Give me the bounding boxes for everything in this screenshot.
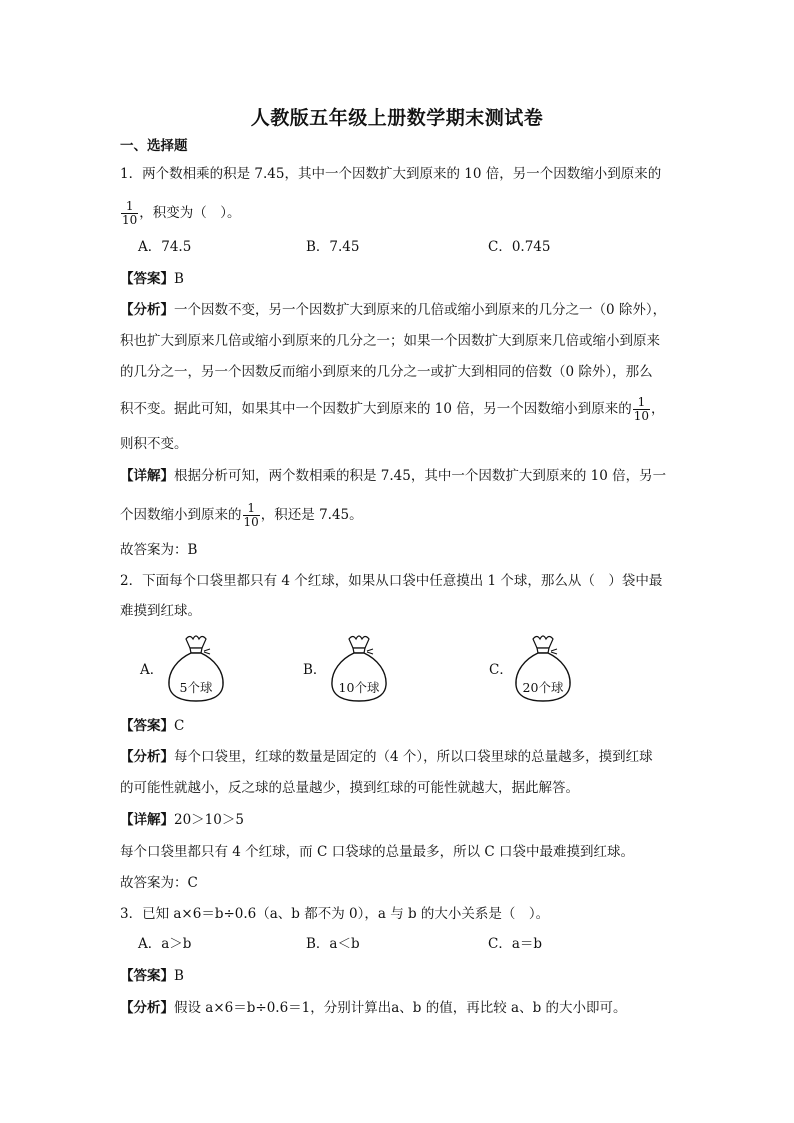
q2-answer	[120, 716, 184, 736]
answer-label: 【答案】	[120, 718, 174, 734]
q1-option-b: B．7.45	[306, 239, 360, 255]
q2-option-b-letter: B．	[303, 662, 327, 678]
detail-text: ，积还是 7.45。	[260, 507, 363, 523]
answer-label: 【答案】	[120, 271, 174, 287]
answer-value: B	[174, 271, 184, 287]
detail-text: 根据分析可知，两个数相乘的积是 7.45，其中一个因数扩大到原来的 10 倍，另一	[174, 468, 667, 484]
fraction-numerator: 1	[633, 396, 650, 410]
q1-analysis-line3: 的几分之一，另一个因数反而缩小到原来的几分之一或扩大到相同的倍数（0 除外），那么	[120, 364, 653, 380]
detail-label: 【详解】	[120, 812, 174, 828]
q3-option-c: C．a＝b	[488, 936, 543, 952]
q1-stem-line1: 1．两个数相乘的积是 7.45，其中一个因数扩大到原来的 10 倍，另一个因数缩小到原来的	[120, 166, 662, 182]
bag-label: 10个球	[338, 680, 380, 695]
analysis-text: 一个因数不变，另一个因数扩大到原来的几倍或缩小到原来的几分之一（0 除外），	[174, 302, 667, 318]
q2-bag-b	[326, 633, 392, 703]
q1-fraction	[121, 200, 138, 227]
q2-detail-line2: 每个口袋里都只有 4 个红球，而 C 口袋球的总量最多，所以 C 口袋中最难摸到红球。	[120, 844, 634, 860]
analysis-text: 积不变。据此可知，如果其中一个因数扩大到原来的 10 倍，另一个因数缩小到原来的	[120, 401, 632, 417]
q1-analysis-line1	[120, 300, 666, 320]
answer-value: C	[174, 718, 185, 734]
q2-option-a-letter: A．	[140, 662, 164, 678]
q1-final-answer: 故答案为：B	[120, 542, 198, 558]
q2-bag-c	[510, 633, 576, 703]
q1-detail-line2	[120, 502, 363, 529]
q2-stem-line2: 难摸到红球。	[120, 603, 201, 619]
q2-analysis-line2: 的可能性就越小，反之球的总量越少，摸到红球的可能性就越大，据此解答。	[120, 780, 579, 796]
answer-value: B	[174, 968, 184, 984]
q3-stem-line1: 3．已知 a×6＝b÷0.6（a、b 都不为 0），a 与 b 的大小关系是（ ）。	[120, 906, 550, 922]
q2-option-c-letter: C．	[489, 662, 513, 678]
q3-answer	[120, 966, 184, 986]
section-heading: 一、选择题	[120, 138, 188, 154]
q2-detail-line1	[120, 810, 244, 830]
q1-option-c: C．0.745	[488, 239, 551, 255]
q1-analysis-line4	[120, 396, 665, 423]
detail-label: 【详解】	[120, 468, 174, 484]
q1-option-a: A．74.5	[138, 239, 192, 255]
q1-stem-line2	[120, 200, 241, 227]
bag-label: 20个球	[522, 680, 564, 695]
detail-text: 20＞10＞5	[174, 812, 244, 828]
q1-answer	[120, 269, 184, 289]
fraction-numerator: 1	[243, 502, 260, 516]
fraction-denominator: 10	[122, 213, 138, 227]
fraction-denominator: 10	[243, 515, 259, 529]
q1-analysis-line5: 则积不变。	[120, 436, 188, 452]
q2-bag-a	[164, 633, 228, 703]
q1-analysis-line2: 积也扩大到原来几倍或缩小到原来的几分之一；如果一个因数扩大到原来几倍或缩小到原来	[120, 333, 660, 349]
q2-analysis-line1	[120, 747, 653, 767]
fraction-denominator: 10	[633, 409, 650, 423]
analysis-label: 【分析】	[120, 302, 174, 318]
detail-text: 个因数缩小到原来的	[120, 507, 242, 523]
analysis-text: 假设 a×6＝b÷0.6＝1，分别计算出a、b 的值，再比较 a、b 的大小即可。	[174, 1000, 627, 1016]
analysis-label: 【分析】	[120, 749, 174, 765]
q1-fraction	[243, 502, 260, 529]
analysis-text: 每个口袋里，红球的数量是固定的（4 个），所以口袋里球的总量越多，摸到红球	[174, 749, 653, 765]
analysis-text: ，	[651, 401, 665, 417]
q1-detail-line1	[120, 466, 666, 486]
q2-final-answer: 故答案为：C	[120, 875, 198, 891]
fraction-numerator: 1	[121, 200, 138, 214]
bag-label: 5个球	[179, 680, 213, 695]
analysis-label: 【分析】	[120, 1000, 174, 1016]
q1-stem-suffix: ，积变为（ ）。	[139, 205, 241, 221]
page-title: 人教版五年级上册数学期末测试卷	[250, 107, 544, 129]
q2-stem-line1: 2．下面每个口袋里都只有 4 个红球，如果从口袋中任意摸出 1 个球，那么从（ ）袋中最	[120, 573, 663, 589]
q1-fraction	[633, 396, 650, 423]
q3-analysis-line1	[120, 998, 627, 1018]
answer-label: 【答案】	[120, 968, 174, 984]
q3-option-a: A．a＞b	[138, 936, 192, 952]
q3-option-b: B．a＜b	[306, 936, 360, 952]
